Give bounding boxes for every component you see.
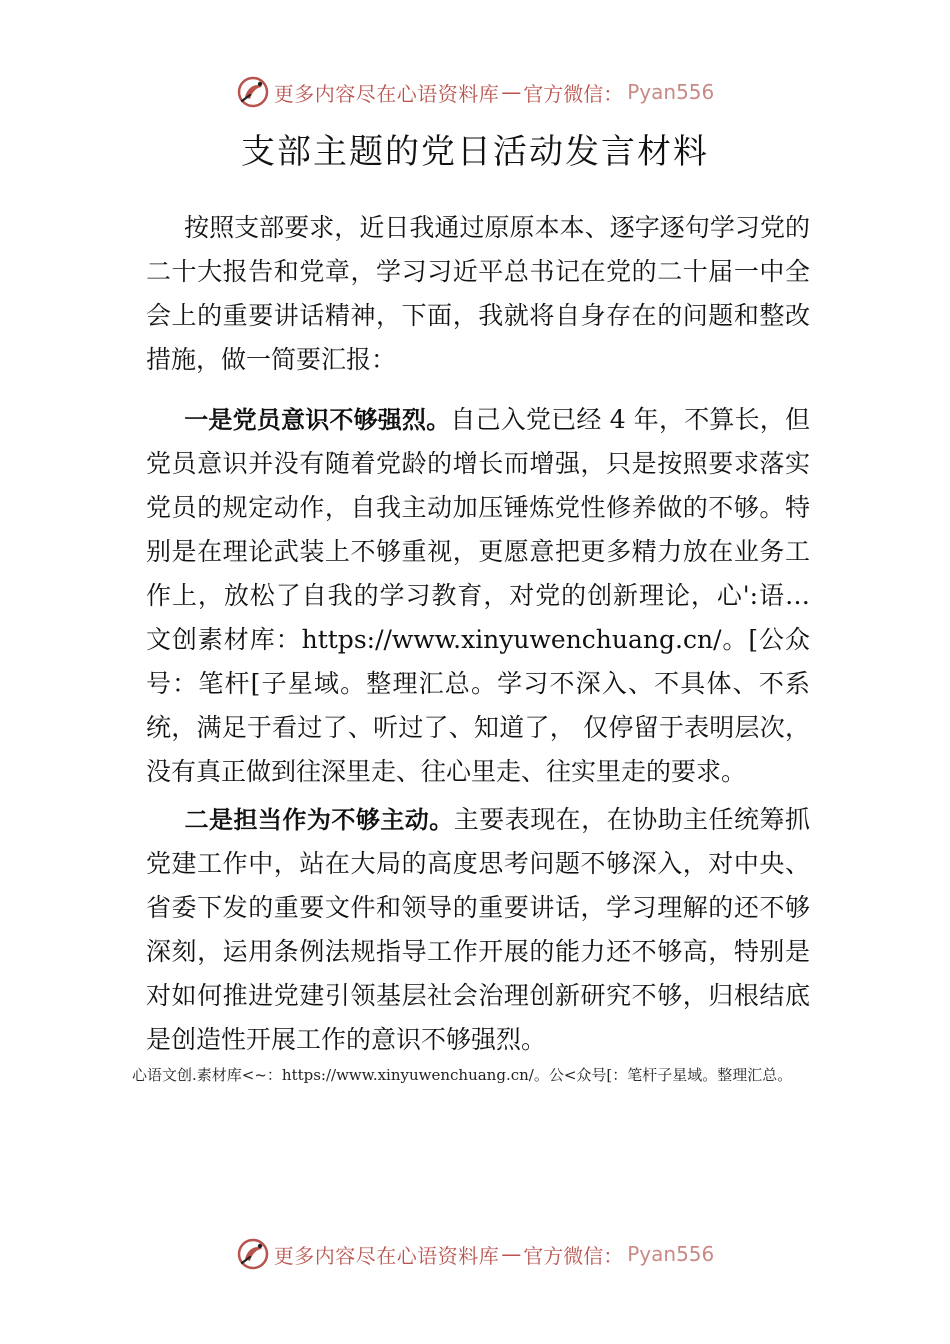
- logo-icon: [236, 75, 270, 109]
- section-2-heading: 二是担当作为不够主动。: [184, 806, 454, 834]
- section-2-body: 主要表现在，在协助主任统筹抓党建工作中，站在大局的高度思考问题不够深入，对中央、省委下发的重要文件和领导的重要讲话，学习理解的还不够深刻，运用条例法规指导工作开展的能力还不够高，特别是对如何推进党建引领基层社会治理创新研究不够，归根结底是创造性开展工作的意识不够强烈。: [146, 805, 810, 1054]
- banner-text: 更多内容尽在心语资料库: [273, 1243, 500, 1268]
- logo-icon: [236, 1237, 270, 1271]
- section-2-paragraph: [146, 798, 810, 1062]
- section-1-heading: 一是党员意识不够强烈。: [184, 406, 451, 434]
- banner-text: 更多内容尽在心语资料库: [273, 81, 500, 106]
- banner-dash: —: [501, 80, 522, 104]
- intro-paragraph: [146, 206, 810, 382]
- banner-wechat-id: Pyan556: [627, 1242, 715, 1266]
- banner-wechat-label: 官方微信：: [523, 1243, 624, 1268]
- footnote: 心语文创.素材库<~：https://www.xinyuwenchuang.cn/。公<众号[：笔杆子星域。整理汇总。: [132, 1066, 793, 1084]
- section-1-paragraph: [146, 398, 810, 794]
- header-banner: [0, 72, 950, 112]
- banner-dash: —: [501, 1242, 522, 1266]
- banner-wechat-id: Pyan556: [627, 80, 715, 104]
- intro-text: 按照支部要求，近日我通过原原本本、逐字逐句学习党的二十大报告和党章，学习习近平总书记在党的二十届一中全会上的重要讲话精神，下面，我就将自身存在的问题和整改措施，做一简要汇报：: [146, 213, 810, 374]
- footer-banner: [0, 1234, 950, 1274]
- section-1-body: 自己入党已经 4 年，不算长，但党员意识并没有随着党龄的增长而增强，只是按照要求落实党员的规定动作，自我主动加压锤炼党性修养做的不够。特别是在理论武装上不够重视，更愿意把更多精力放在业务工作上，放松了自我的学习教育，对党的创新理论，心':语…文创素材库：https://www.xinyuwenchuang.cn/。[公众号：笔杆[子星域。整理汇总。学习不深入、不具体、不系统，满足于看过了、听过了、知道了， 仅停留于表明层次，没有真正做到往深里走、往心里走、往实里走的要求。: [146, 405, 811, 786]
- banner-wechat-label: 官方微信：: [523, 81, 624, 106]
- document-title: 支部主题的党日活动发言材料: [241, 132, 709, 172]
